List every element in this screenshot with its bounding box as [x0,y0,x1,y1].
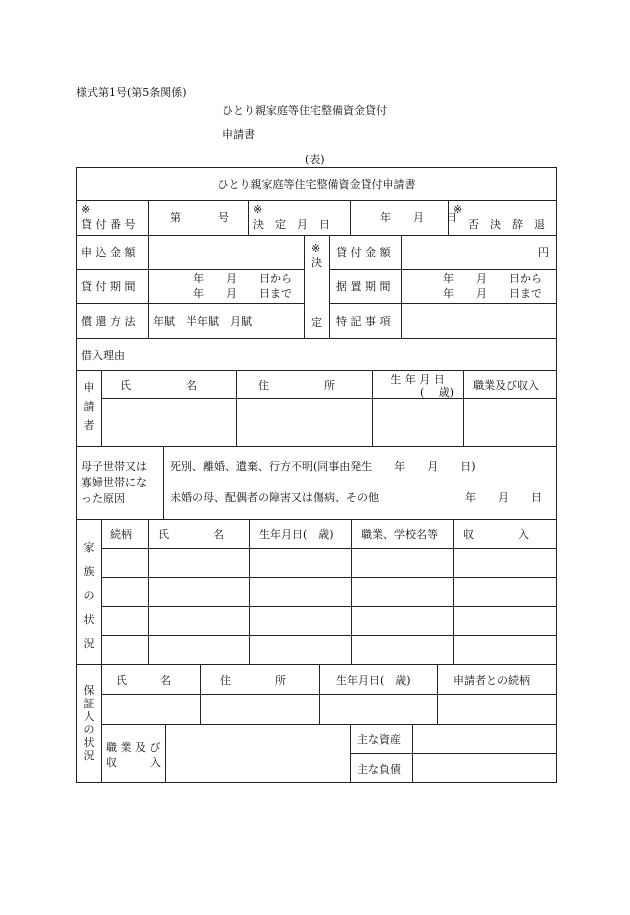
family-income-header: 収 入 [463,528,529,541]
line [101,606,557,607]
defer-period-to: 年 月 日まで [443,287,542,300]
line [351,519,352,664]
mark-3: ※ [453,203,463,216]
go-label: 号 [218,211,229,224]
decide-mark: ※ [311,242,321,255]
line [329,269,557,270]
loan-period-to: 年 月 日まで [193,287,292,300]
line [101,724,557,725]
guarantor-side-label: 保証人の状況 [83,684,95,762]
guarantor-assets-label: 主な資産 [357,733,401,746]
cause-line-2: 未婚の母、配偶者の障害又は傷病、その他 [170,491,379,504]
cause-label-3: った原因 [81,492,125,505]
apply-amount-label: 申 込 金 額 [81,246,136,259]
line [76,303,304,304]
decision-date-label: 決 定 月 日 [253,218,330,231]
table-title: ひとり親家庭等住宅整備資金貸付申請書 [217,178,416,191]
mark-2: ※ [253,203,263,216]
cause-line-1: 死別、離婚、遺棄、行方不明(同事由発生 年 月 日) [170,460,476,473]
applicant-job-header: 職業及び収入 [473,379,539,392]
applicant-birth-header: 生 年 月 日 [390,373,445,386]
line [236,370,237,446]
line [453,519,454,664]
repay-method-options: 年賦 半年賦 月賦 [153,315,252,328]
line [101,577,557,578]
guarantor-job-label-2: 収 入 [106,756,161,769]
line [248,200,249,235]
line [101,519,102,664]
line [437,664,438,724]
line [350,724,351,783]
guarantor-name-header: 氏 名 [116,674,171,687]
guarantor-relation-header: 申請者との続柄 [453,674,530,687]
dai-label: 第 [170,211,181,224]
repay-method-label: 償 還 方 法 [81,315,136,328]
decision-date-value: 年 月 日 [380,211,457,224]
result-options: 否 決 辞 退 [468,218,545,231]
reason-label: 借入理由 [81,349,125,362]
line [148,519,149,664]
line [101,398,557,399]
line [101,664,102,783]
guarantor-birth-header: 生年月日( 歳) [336,674,411,687]
line [401,235,402,338]
line [76,664,557,665]
line [329,235,330,338]
applicant-name-header: 氏 名 [120,379,197,392]
loan-period-from: 年 月 日から [193,272,292,285]
family-relation-header: 続柄 [110,528,132,541]
cause-line-2-date: 年 月 日 [465,491,542,504]
guarantor-address-header: 住 所 [220,674,286,687]
yen-unit: 円 [538,246,549,259]
line [101,548,557,549]
mark-1: ※ [81,203,91,216]
line [101,370,102,446]
notes-label: 特 記 事 項 [336,315,391,328]
title-line-2: 申請書 [222,128,255,141]
line [304,235,305,338]
line [200,664,201,724]
title-line-1: ひとり親家庭等住宅整備資金貸付 [222,104,387,117]
cause-label-2: 寡婦世帯にな [81,476,147,489]
loan-number-label: 貸 付 番 号 [81,218,136,231]
line [76,446,557,447]
line [148,200,149,235]
line [101,694,557,695]
line [163,446,164,519]
line [350,200,351,235]
applicant-side-label: 申請者 [83,381,95,432]
decide-char-1: 決 [311,256,322,269]
applicant-address-header: 住 所 [258,379,335,392]
line [412,724,413,783]
line [350,753,557,754]
line [76,370,557,371]
line [76,338,557,339]
line [249,519,250,664]
family-side-label: 家族の状況 [83,541,95,650]
line [148,235,149,338]
cause-label-1: 母子世帯又は [81,460,147,473]
guarantor-job-label-1: 職 業 及 び [106,741,161,754]
defer-period-label: 据 置 期 間 [336,280,391,293]
line [463,370,464,446]
form-number: 様式第1号(第5条関係) [76,86,187,99]
loan-period-label: 貸 付 期 間 [81,280,136,293]
guarantor-debts-label: 主な負債 [357,763,401,776]
side-indicator: (表) [305,153,325,166]
applicant-age-header: ( 歳) [420,386,455,399]
line [329,303,557,304]
defer-period-from: 年 月 日から [443,272,542,285]
line [76,269,304,270]
line [101,635,557,636]
line [319,664,320,724]
family-job-header: 職業、学校名等 [361,528,438,541]
line [165,724,166,783]
family-birth-header: 生年月日( 歳) [259,528,334,541]
decide-char-2: 定 [311,316,322,329]
loan-amount-label: 貸 付 金 額 [336,246,391,259]
family-name-header: 氏 名 [158,528,224,541]
